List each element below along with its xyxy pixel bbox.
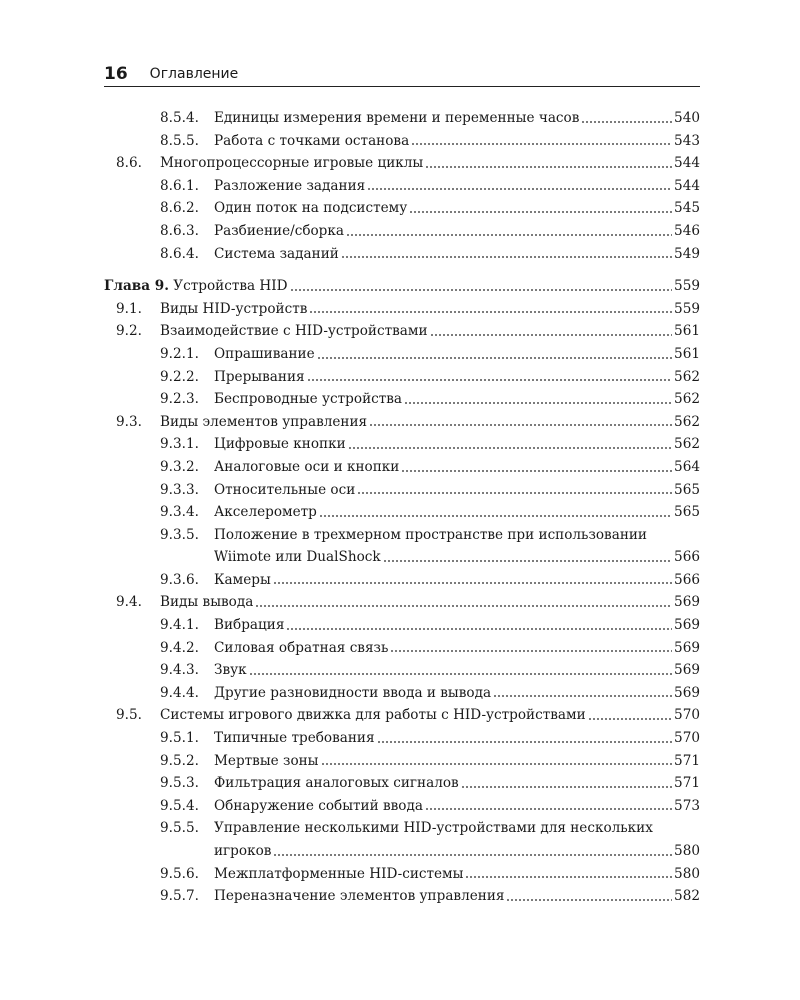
toc-entry-page: 565 bbox=[674, 481, 700, 498]
toc-entry-page: 569 bbox=[674, 594, 700, 611]
toc-entry-number: 9.4.2. bbox=[160, 639, 199, 656]
dot-leader bbox=[377, 738, 672, 744]
toc-entry-number: 8.5.4. bbox=[160, 110, 199, 126]
dot-leader bbox=[409, 208, 672, 214]
toc-chapter-entry[interactable] bbox=[104, 275, 700, 298]
toc-entry[interactable] bbox=[104, 704, 700, 727]
toc-entry-number: 8.6.4. bbox=[160, 245, 199, 262]
toc-entry-page: 549 bbox=[674, 245, 700, 262]
toc-entry-title: Аналоговые оси и кнопки bbox=[214, 458, 400, 475]
toc-entry-title: Межплатформенные HID-системы bbox=[214, 865, 464, 882]
dot-leader bbox=[390, 647, 672, 653]
toc-entry-page: 569 bbox=[674, 684, 700, 701]
dot-leader bbox=[309, 308, 672, 314]
toc-entry-page: 559 bbox=[674, 300, 700, 317]
toc-entry-title: Разбиение/сборка bbox=[214, 222, 344, 239]
toc-entry-line bbox=[104, 546, 700, 569]
dot-leader bbox=[273, 851, 672, 857]
toc-entry-title: Системы игрового движка для работы с HID-устройствами bbox=[160, 707, 586, 724]
dot-leader bbox=[425, 163, 672, 169]
toc-entry-title: Силовая обратная связь bbox=[214, 639, 389, 656]
toc-entry-title: Разложение задания bbox=[214, 177, 366, 194]
toc-entry-number: 9.4.3. bbox=[160, 662, 199, 679]
toc-entry-line bbox=[104, 320, 700, 343]
toc-entry-number: 8.5.5. bbox=[160, 132, 199, 149]
toc-entry-title: Звук bbox=[214, 662, 247, 679]
toc-entry-page: 580 bbox=[674, 843, 700, 859]
toc-entry-title: Виды HID-устройств bbox=[160, 300, 308, 317]
dot-leader bbox=[341, 253, 672, 259]
toc-entry-line bbox=[104, 704, 700, 727]
toc-entry-number: 8.6.2. bbox=[160, 200, 199, 217]
toc-entry-number: 9.4.1. bbox=[160, 617, 199, 634]
toc-entry-page: 571 bbox=[674, 752, 700, 769]
toc-entry-title bbox=[104, 275, 288, 298]
dot-leader bbox=[506, 896, 672, 902]
toc-entry[interactable] bbox=[104, 343, 700, 366]
toc-entry-line bbox=[104, 298, 700, 321]
toc-entry-number: 9.5.6. bbox=[160, 865, 199, 882]
toc-entry[interactable] bbox=[104, 175, 700, 198]
dot-leader bbox=[286, 625, 672, 631]
toc-entry-page: 566 bbox=[674, 571, 700, 588]
toc-entry-page: 546 bbox=[674, 222, 700, 239]
toc-entry[interactable] bbox=[104, 366, 700, 389]
toc-entry-title: Фильтрация аналоговых сигналов bbox=[214, 775, 459, 792]
toc-entry-title: Относительные оси bbox=[214, 481, 356, 498]
toc-entry[interactable] bbox=[104, 727, 700, 750]
toc-entry[interactable] bbox=[104, 411, 700, 434]
toc-entry-page: 571 bbox=[674, 775, 700, 792]
toc-entry-number: 9.5. bbox=[116, 707, 142, 724]
toc-entry-line bbox=[104, 840, 700, 863]
toc-entry-page: 564 bbox=[674, 458, 700, 475]
toc-entry-page: 562 bbox=[674, 391, 700, 408]
toc-entry-title: Обнаружение событий ввода bbox=[214, 797, 423, 814]
toc-entry[interactable] bbox=[104, 885, 700, 908]
toc-entry-number: 9.1. bbox=[116, 300, 142, 317]
toc-entry-number: 9.3.1. bbox=[160, 436, 199, 453]
dot-leader bbox=[588, 715, 672, 721]
dot-leader bbox=[430, 331, 673, 337]
dot-leader bbox=[404, 399, 672, 405]
dot-leader bbox=[465, 873, 672, 879]
toc-entry-title: Виды элементов управления bbox=[160, 413, 368, 430]
toc-entry-title: Взаимодействие с HID-устройствами bbox=[160, 323, 428, 340]
toc-entry[interactable] bbox=[104, 433, 700, 456]
toc-entry[interactable] bbox=[104, 456, 700, 479]
toc-entry-page: 569 bbox=[674, 639, 700, 656]
toc-entry[interactable] bbox=[104, 320, 700, 343]
toc-entry-title: Мертвые зоны bbox=[214, 752, 319, 769]
dot-leader bbox=[346, 231, 672, 237]
toc-entry-title: Прерывания bbox=[214, 368, 305, 385]
toc-entry-page: 544 bbox=[674, 177, 700, 194]
toc-entry[interactable] bbox=[104, 197, 700, 220]
dot-leader bbox=[367, 185, 672, 191]
toc-entry-title: Акселерометр bbox=[214, 504, 317, 521]
toc-entry-page: 562 bbox=[674, 413, 700, 430]
toc-entry-title: Опрашивание bbox=[214, 345, 315, 362]
toc-entry-page: 569 bbox=[674, 662, 700, 679]
toc-entry-page: 566 bbox=[674, 549, 700, 566]
dot-leader bbox=[273, 579, 672, 585]
toc-entry-number: 9.3. bbox=[116, 413, 142, 430]
toc-entry[interactable] bbox=[104, 795, 700, 818]
toc-entry-title-line1: Положение в трехмерном пространстве при использовании bbox=[214, 526, 647, 543]
toc-entry-page: 580 bbox=[674, 865, 700, 882]
toc-entry[interactable] bbox=[104, 569, 700, 592]
dot-leader bbox=[581, 118, 672, 124]
dot-leader bbox=[369, 421, 672, 427]
toc-entry-page: 565 bbox=[674, 504, 700, 521]
dot-leader bbox=[348, 444, 672, 450]
toc-entry-page: 561 bbox=[674, 323, 700, 340]
toc-entry[interactable] bbox=[104, 479, 700, 502]
toc-entry[interactable] bbox=[104, 298, 700, 321]
toc-entry-number: 9.4. bbox=[116, 594, 142, 611]
toc-entry-line bbox=[104, 152, 700, 175]
toc-entry-number: 9.5.4. bbox=[160, 797, 199, 814]
toc-entry-page: 570 bbox=[674, 730, 700, 747]
dot-leader bbox=[319, 512, 672, 518]
toc-entry-page: 543 bbox=[674, 132, 700, 149]
running-head bbox=[104, 62, 700, 87]
toc-entry-number: 9.5.7. bbox=[160, 888, 199, 905]
toc-entry-page: 562 bbox=[674, 436, 700, 453]
toc-entry-number: 9.2.2. bbox=[160, 368, 199, 385]
toc-entry[interactable] bbox=[104, 772, 700, 795]
toc-entry-title-line1: Управление несколькими HID-устройствами для нескольких bbox=[214, 820, 653, 837]
toc-entry[interactable] bbox=[104, 501, 700, 524]
toc-entry-page: 540 bbox=[674, 110, 700, 126]
dot-leader bbox=[493, 692, 672, 698]
toc-entry[interactable] bbox=[104, 243, 700, 266]
toc-entry-number: 9.5.5. bbox=[160, 820, 199, 837]
toc-entry-number: 8.6.1. bbox=[160, 177, 199, 194]
toc-entry-title: Переназначение элементов управления bbox=[214, 888, 505, 905]
toc-entry-title: игроков bbox=[214, 843, 272, 859]
toc-entry-line bbox=[104, 411, 700, 434]
toc-entry-number: 9.5.3. bbox=[160, 775, 199, 792]
toc-entry-title: Работа с точками останова bbox=[214, 132, 410, 149]
toc-entry-title: Виды вывода bbox=[160, 594, 254, 611]
toc-entry-title: Единицы измерения времени и переменные часов bbox=[214, 110, 580, 126]
toc-entry-title: Wiimote или DualShock bbox=[214, 549, 381, 566]
toc-entry[interactable] bbox=[104, 107, 700, 130]
toc-entry[interactable] bbox=[104, 659, 700, 682]
toc-entry-number: 9.5.1. bbox=[160, 730, 199, 747]
toc-entry-title: Вибрация bbox=[214, 617, 285, 634]
toc-entry[interactable] bbox=[104, 682, 700, 705]
toc-entry-line bbox=[104, 591, 700, 614]
toc-entry[interactable] bbox=[104, 817, 700, 862]
dot-leader bbox=[249, 670, 672, 676]
toc-entry-number: 9.3.4. bbox=[160, 504, 199, 521]
toc-entry-page: 582 bbox=[674, 888, 700, 905]
dot-leader bbox=[461, 783, 672, 789]
toc-entry[interactable] bbox=[104, 524, 700, 569]
table-of-contents bbox=[104, 107, 700, 908]
toc-entry-title: Другие разновидности ввода и вывода bbox=[214, 684, 492, 701]
toc-entry-number: 9.3.5. bbox=[160, 526, 199, 543]
toc-entry-title: Система заданий bbox=[214, 245, 339, 262]
toc-entry[interactable] bbox=[104, 750, 700, 773]
toc-entry-number: 8.6.3. bbox=[160, 222, 199, 239]
toc-entry-number: 9.3.2. bbox=[160, 458, 199, 475]
toc-entry-title: Камеры bbox=[214, 571, 271, 588]
toc-entry[interactable] bbox=[104, 614, 700, 637]
toc-entry-title: Многопроцессорные игровые циклы bbox=[160, 155, 424, 172]
toc-entry-title: Цифровые кнопки bbox=[214, 436, 346, 453]
dot-leader bbox=[425, 805, 672, 811]
toc-entry-page: 570 bbox=[674, 707, 700, 724]
toc-entry-number: 9.4.4. bbox=[160, 684, 199, 701]
dot-leader bbox=[255, 602, 672, 608]
toc-entry[interactable] bbox=[104, 388, 700, 411]
dot-leader bbox=[317, 354, 672, 360]
running-head-title: Оглавление bbox=[149, 66, 239, 82]
toc-entry-page: 573 bbox=[674, 797, 700, 814]
toc-entry[interactable] bbox=[104, 152, 700, 175]
toc-entry-page: 545 bbox=[674, 200, 700, 217]
toc-entry-page: 544 bbox=[674, 155, 700, 172]
page-number: 16 bbox=[104, 64, 128, 84]
dot-leader bbox=[383, 557, 672, 563]
dot-leader bbox=[411, 140, 672, 146]
toc-entry[interactable] bbox=[104, 220, 700, 243]
dot-leader bbox=[321, 760, 673, 766]
toc-entry-page: 569 bbox=[674, 617, 700, 634]
toc-entry-number: 9.2.1. bbox=[160, 345, 199, 362]
toc-entry-title: Типичные требования bbox=[214, 730, 375, 747]
toc-entry-title: Беспроводные устройства bbox=[214, 391, 403, 408]
toc-entry-title: Один поток на подсистему bbox=[214, 200, 408, 217]
toc-entry-page: 562 bbox=[674, 368, 700, 385]
chapter-title: Устройства HID bbox=[173, 278, 288, 295]
toc-entry-line bbox=[104, 275, 700, 298]
dot-leader bbox=[401, 467, 672, 473]
toc-entry[interactable] bbox=[104, 130, 700, 153]
toc-entry-page: 561 bbox=[674, 345, 700, 362]
toc-entry-number: 9.2. bbox=[116, 323, 142, 340]
toc-entry[interactable] bbox=[104, 591, 700, 614]
toc-entry-number: 9.5.2. bbox=[160, 752, 199, 769]
toc-entry[interactable] bbox=[104, 637, 700, 660]
dot-leader bbox=[307, 376, 672, 382]
toc-entry-number: 9.3.6. bbox=[160, 571, 199, 588]
dot-leader bbox=[290, 286, 673, 292]
toc-entry-number: 9.3.3. bbox=[160, 481, 199, 498]
toc-entry-page: 559 bbox=[674, 278, 700, 295]
toc-entry-number: 8.6. bbox=[116, 155, 142, 172]
toc-entry-number: 9.2.3. bbox=[160, 391, 199, 408]
toc-entry[interactable] bbox=[104, 863, 700, 886]
dot-leader bbox=[357, 489, 672, 495]
chapter-label: Глава 9. bbox=[104, 278, 169, 295]
